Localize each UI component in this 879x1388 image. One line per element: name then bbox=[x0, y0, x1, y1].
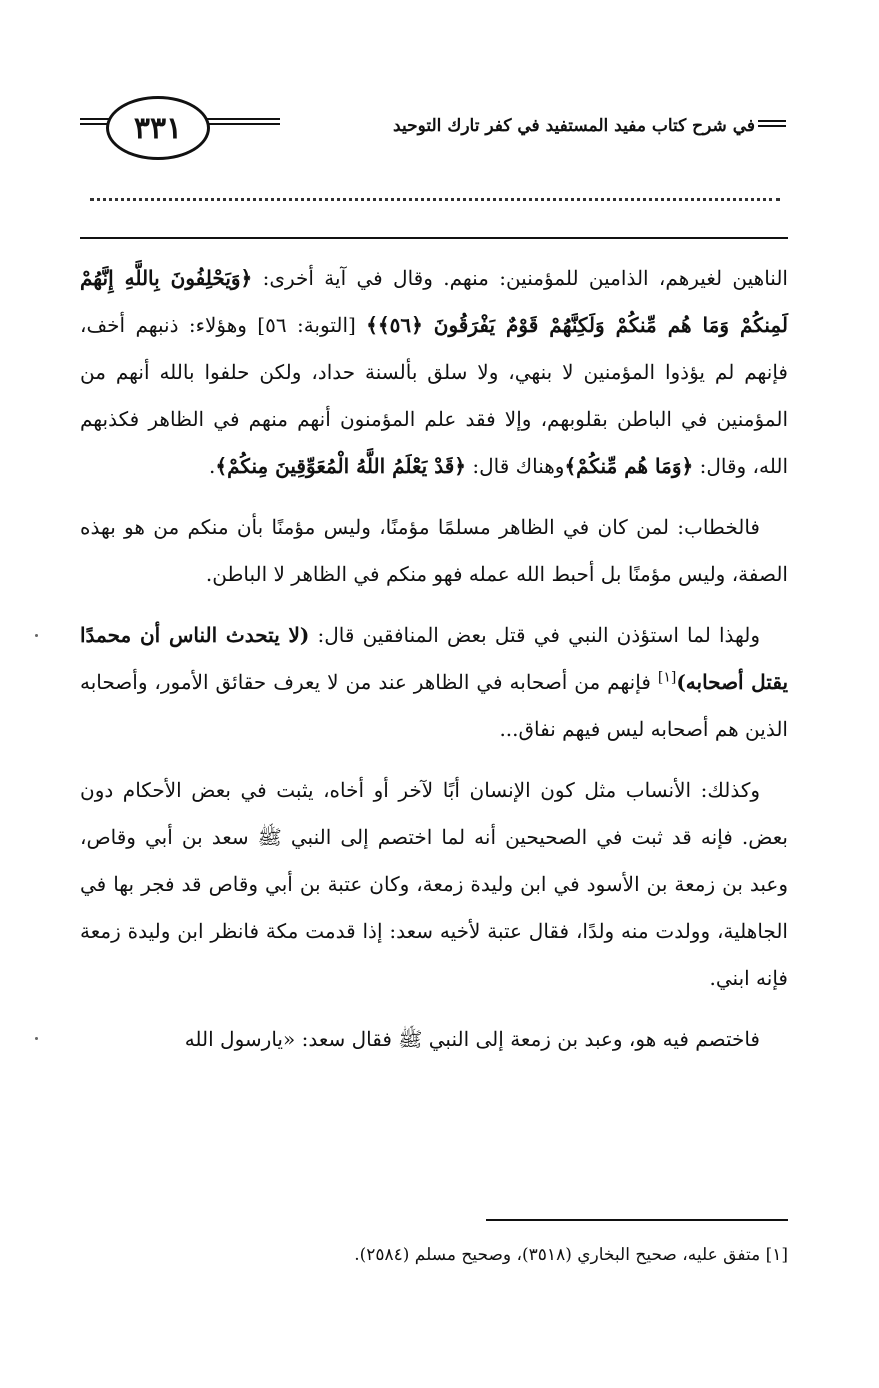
quran-verse-qad-yalamu: ﴿قَدْ يَعْلَمُ اللَّهُ الْمُعَوِّقِينَ مِنكُمْ﴾ bbox=[215, 454, 466, 478]
footnote: [١] متفق عليه، صحيح البخاري (٣٥١٨)، وصحيح مسلم (٢٥٨٤). bbox=[354, 1245, 788, 1265]
main-text bbox=[80, 255, 788, 1077]
text-run: . bbox=[209, 454, 216, 478]
scan-speck bbox=[35, 1037, 38, 1040]
footnote-ref[interactable]: [١] bbox=[657, 669, 677, 686]
text-run: ولهذا لما استؤذن النبي في قتل بعض المنافقين قال: bbox=[309, 623, 760, 647]
footnote-rule bbox=[486, 1219, 788, 1221]
text-run: فإنهم من أصحابه في الظاهر عند من لا يعرف حقائق الأمور، وأصحابه الذين هم أصحابه ليس فيهم نفاق... bbox=[80, 670, 788, 741]
paragraph-3 bbox=[80, 612, 788, 753]
paragraph-5: فاختصم فيه هو، وعبد بن زمعة إلى النبي ﷺ فقال سعد: «يارسول الله bbox=[184, 1027, 760, 1051]
hadith-quote: (لا يتحدث الناس أن محمدًا يقتل أصحابه) bbox=[80, 623, 789, 694]
paragraph-4: وكذلك: الأنساب مثل كون الإنسان أبًا لآخر أو أخاه، يثبت في بعض الأحكام دون بعض. فإنه قد ثبت في الصحيحين أنه لما اختصم إلى النبي ﷺ سعد بن أبي وقاص، وعبد بن زمعة بن الأسود في ابن وليدة زمعة، وكان عتبة بن أبي وقاص قد فجر بها في الجاهلية، وولدت منه ولدًا، فقال عتبة لأخيه سعد: إذا قدمت مكة فانظر ابن وليدة زمعة فإنه ابني. bbox=[80, 778, 788, 990]
quran-verse-tawbah-56: ﴿وَيَحْلِفُونَ بِاللَّهِ إِنَّهُمْ لَمِنكُمْ وَمَا هُم مِّنكُمْ وَلَكِنَّهُمْ قَوْمٌ يَفْرَقُونَ ﴿٥٦﴾﴾ bbox=[80, 266, 789, 337]
scan-speck bbox=[35, 634, 38, 637]
text-run: [التوبة: ٥٦] وهؤلاء: ذنبهم أخف، فإنهم لم يؤذوا المؤمنين لا بنهي، ولا سلق بألسنة حداد، ولكن حلفوا بالله أنهم من المؤمنين في الباطن بقلوبهم، وإلا فقد علم المؤمنون أنهم منهم في الظاهر فكذبهم الله، وقال: bbox=[80, 313, 788, 478]
page-number: ٣٣١ bbox=[106, 96, 210, 160]
dotted-divider bbox=[90, 198, 780, 203]
text-run: وهناك قال: bbox=[465, 454, 565, 478]
paragraph-1 bbox=[80, 255, 788, 490]
running-title: في شرح كتاب مفيد المستفيد في كفر تارك التوحيد bbox=[393, 116, 755, 136]
top-rule bbox=[80, 237, 788, 239]
text-run: الناهين لغيرهم، الذامين للمؤمنين: منهم. وقال في آية أخرى: bbox=[252, 266, 788, 290]
quran-verse-wama-hum: ﴿وَمَا هُم مِّنكُمْ﴾ bbox=[564, 454, 694, 478]
header-rule-right bbox=[758, 120, 786, 134]
paragraph-2: فالخطاب: لمن كان في الظاهر مسلمًا مؤمنًا، وليس مؤمنًا بأن منكم من هو بهذه الصفة، وليس مؤمنًا بل أحبط الله عمله فهو منكم في الظاهر لا الباطن. bbox=[80, 515, 788, 586]
